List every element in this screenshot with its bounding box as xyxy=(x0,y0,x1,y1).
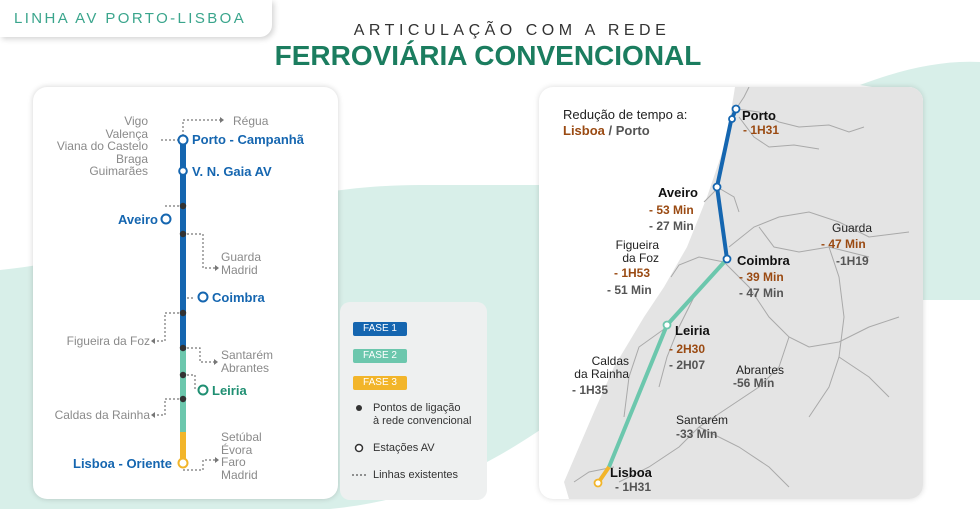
label-evora: Évora xyxy=(221,442,253,457)
station-aveiro: Aveiro xyxy=(118,212,158,227)
legend-connection-points xyxy=(373,402,471,428)
station-lisboa: Lisboa - Oriente xyxy=(73,456,172,471)
map-caldas-porto-time: - 1H35 xyxy=(572,383,609,397)
legend-phase1-badge: FASE 1 xyxy=(353,322,407,336)
map-leiria-porto-time: - 2H07 xyxy=(669,358,706,372)
legend-connection-line2: à rede convencional xyxy=(373,415,472,427)
map-lisboa-porto-time: - 1H31 xyxy=(615,480,652,494)
label-regua: Régua xyxy=(233,114,269,128)
station-leiria: Leiria xyxy=(212,383,247,398)
label-guarda: Guarda xyxy=(221,250,262,264)
map-leiria-lisboa-time: - 2H30 xyxy=(669,342,706,356)
label-valenca: Valença xyxy=(105,126,148,141)
legend-phase2-badge: FASE 2 xyxy=(353,349,407,363)
header-tag-text: LINHA AV PORTO-LISBOA xyxy=(14,10,247,27)
map-figueira-line1: Figueira xyxy=(615,238,659,252)
map-figueira-porto-time: - 51 Min xyxy=(607,283,652,297)
label-guimaraes: Guimarães xyxy=(89,164,148,178)
legend-connection-line1: Pontos de ligação xyxy=(373,402,461,414)
map-coimbra-porto-time: - 47 Min xyxy=(739,286,784,300)
map-guarda-porto-time: -1H19 xyxy=(836,254,869,268)
title-line-1: ARTICULAÇÃO COM A REDE xyxy=(353,22,671,39)
map-city-santarem: Santarém xyxy=(676,413,729,427)
label-braga: Braga xyxy=(115,151,148,166)
station-coimbra: Coimbra xyxy=(212,290,265,305)
legend-phase3-badge: FASE 3 xyxy=(353,376,407,390)
map-porto-lisboa-time: - 1H31 xyxy=(743,123,780,137)
label-madrid-2: Madrid xyxy=(221,467,258,482)
map-city-abrantes: Abrantes xyxy=(736,363,785,377)
south-destinations xyxy=(221,431,262,481)
map-city-porto: Porto xyxy=(742,108,776,123)
santarem-abrantes xyxy=(221,349,273,374)
map-caldas-line1: Caldas xyxy=(591,354,629,368)
av-station-icon xyxy=(356,445,363,452)
station-gaia: V. N. Gaia AV xyxy=(192,164,272,179)
north-destinations xyxy=(40,115,148,178)
map-subheading xyxy=(563,123,650,138)
title-line-2: FERROVIÁRIA CONVENCIONAL xyxy=(274,40,702,71)
label-viana: Viana do Castelo xyxy=(56,139,148,153)
map-figueira-line2: da Foz xyxy=(622,251,659,265)
map-figueira-lisboa-time: - 1H53 xyxy=(614,266,651,280)
legend-av-stations: Estações AV xyxy=(373,442,435,454)
label-santarem: Santarém xyxy=(221,348,274,362)
label-abrantes: Abrantes xyxy=(221,360,270,375)
map-city-lisboa: Lisboa xyxy=(610,465,652,480)
map-aveiro-porto-time: - 27 Min xyxy=(649,219,694,233)
map-card xyxy=(539,87,923,499)
map-heading: Redução de tempo a: xyxy=(563,107,688,122)
map-subheading-porto: Porto xyxy=(615,123,650,138)
map-caldas-line2: da Rainha xyxy=(574,367,629,381)
label-setubal: Setúbal xyxy=(221,430,262,444)
map-santarem-porto-time: -33 Min xyxy=(676,427,718,441)
map-guarda-lisboa-time: - 47 Min xyxy=(821,237,866,251)
map-city-guarda: Guarda xyxy=(832,221,873,235)
map-city-caldas xyxy=(547,355,629,381)
label-faro: Faro xyxy=(221,455,246,469)
legend-existing-lines: Linhas existentes xyxy=(373,469,458,481)
map-subheading-sep: / xyxy=(604,123,616,138)
map-city-leiria: Leiria xyxy=(675,323,710,338)
label-vigo: Vigo xyxy=(124,114,148,128)
map-aveiro-lisboa-time: - 53 Min xyxy=(649,203,694,217)
map-city-coimbra: Coimbra xyxy=(737,253,790,268)
guarda-madrid xyxy=(221,251,261,276)
portugal-map xyxy=(539,87,923,499)
map-abrantes-porto-time: -56 Min xyxy=(733,376,775,390)
label-caldas: Caldas da Rainha xyxy=(54,408,150,422)
map-city-aveiro: Aveiro xyxy=(658,185,698,200)
station-porto: Porto - Campanhã xyxy=(192,132,304,147)
map-coimbra-lisboa-time: - 39 Min xyxy=(739,270,784,284)
connection-point-icon xyxy=(356,405,362,411)
map-subheading-lisboa: Lisboa xyxy=(563,123,605,138)
label-figueira: Figueira da Foz xyxy=(66,334,150,348)
map-city-figueira xyxy=(599,239,659,265)
label-madrid-1: Madrid xyxy=(221,262,258,277)
